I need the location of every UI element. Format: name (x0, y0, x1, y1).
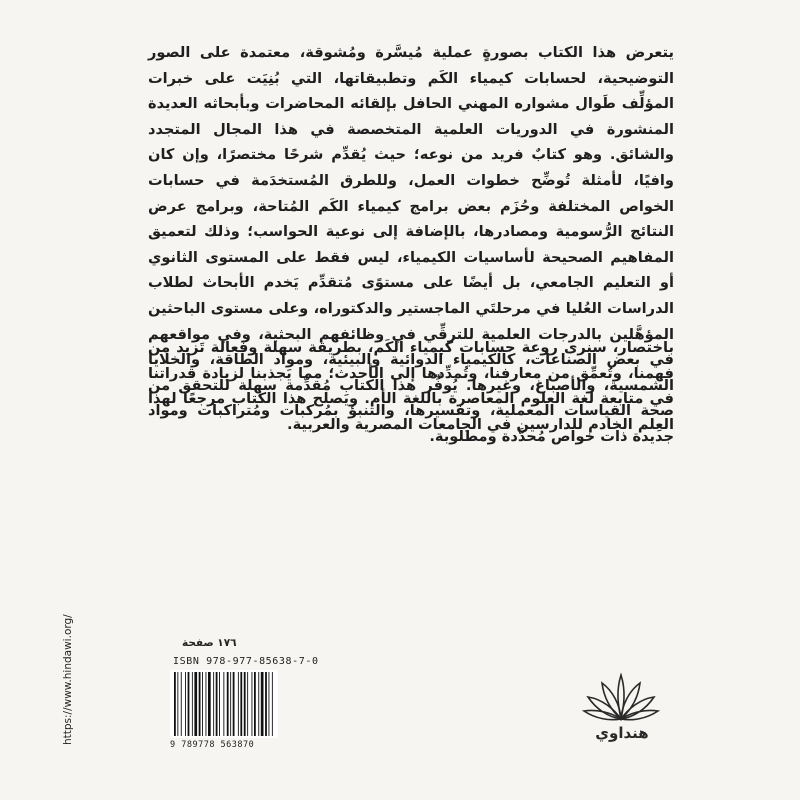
barcode-bar (230, 672, 231, 736)
barcode-bar (199, 672, 201, 736)
description-paragraph-1: يتعرض هذا الكتاب بصورةٍ عملية مُيسَّرة ومُشوقة، معتمدة على الصور التوضيحية، لحسابات كيمياء الكَم وتطبيقاتها، التي بُنِيَت على خبرات المؤلِّف طَوال مشواره المهني الحافل بإلقائه المحاضرات وبأبحاثه العديدة المنشورة في الدوريات العلمية المتخصصة في هذا المجال المتجدد والشائق. وهو كتابٌ فريد من نوعه؛ حيث يُقدِّم شرحًا مختصرًا، وإن كان وافيًا، لأمثلة تُوضِّح خطوات العمل، وللطرق المُستخدَمة في حسابات الخواص المختلفة وحُزَم بعض برامج كيمياء الكَم المُتاحة، وبرامج عرض النتائج الرُّسومية ومصادرها، بالإضافة إلى نوعية الحواسب؛ وذلك لتعميق المفاهيم الصحيحة لأساسيات الكيمياء، ليس فقط على المستوى الثانوي أو التعليم الجامعي، بل أيضًا على مستوًى مُتقدِّم يَخدم الأبحاث لطلاب الدراسات العُليا في مرحلتَي الماجستير والدكتوراه، وعلى مستوى الباحثين المؤهَّلين بالدرجات العلمية للترقِّي في وظائفهم البحثية، وفي مواقعهم في بعض الصناعات، كالكيمياء الدوائية والبيئية، ومواد الطاقة، والخلايا الشمسية، والأصباغ، وغيرها. يُوفِّر هذا الكتاب مُقدِّمة سهلة للتحقق من صحة القياسات المعملية، وتفسيرها، والتنبؤ بمُركبات ومُتراكبات ومواد جديدة ذات خواص مُحدَّدة ومطلوبة. (148, 44, 674, 445)
barcode-bars-graphic (170, 670, 278, 738)
barcode-bar (181, 672, 182, 736)
barcode-bar (240, 672, 242, 736)
barcode-bar (194, 672, 197, 736)
barcode-bar (244, 672, 246, 736)
barcode-bar (177, 672, 178, 736)
barcode-bar (233, 672, 235, 736)
barcode-bar (254, 672, 256, 736)
barcode-bar (213, 672, 214, 736)
barcode-number: 9 789778 563870 (170, 740, 255, 750)
publisher-logo-text: هنداوي (595, 724, 649, 742)
barcode-bar (202, 672, 203, 736)
barcode-bar (272, 672, 273, 736)
isbn-label: ISBN 978-977-85638-7-0 (173, 656, 319, 667)
barcode-bar (247, 672, 248, 736)
publisher-website-url: https://www.hindawi.org/ (62, 614, 74, 745)
page-count: ١٧٦ صفحة (182, 637, 237, 649)
barcode-bar (192, 672, 193, 736)
barcode-bar (269, 672, 270, 736)
barcode-bar (185, 672, 186, 736)
barcode-bar (261, 672, 264, 736)
barcode-bar (223, 672, 224, 736)
barcode-bar (252, 672, 253, 736)
description-paragraph-2: باختصار، سنرى روعة حسابات كيمياء الكَم، بطريقة سهلة وفعالة تَزيد من فهمنا، وتُعمِّق من معارفنا، وتُمدِّدها إلى الأحدث؛ مما يَجذبنا لزيادة قدراتنا في متابعة لغة العلوم المعاصرة باللغة الأم. ويَصلح هذا الكتاب مرجعًا لهذا العِلم الخادم للدارسين في الجامعات المصرية والعربية. (148, 339, 674, 433)
barcode-bar (238, 672, 239, 736)
barcode-bar (216, 672, 218, 736)
barcode-bar (258, 672, 259, 736)
barcode-bar (219, 672, 220, 736)
barcode-bar (174, 672, 176, 736)
publisher-logo-icon (580, 667, 662, 723)
barcode-bar (188, 672, 190, 736)
barcode-bar (227, 672, 229, 736)
barcode (170, 670, 278, 738)
barcode-bar (206, 672, 207, 736)
barcode-bar (208, 672, 211, 736)
barcode-bar (265, 672, 267, 736)
